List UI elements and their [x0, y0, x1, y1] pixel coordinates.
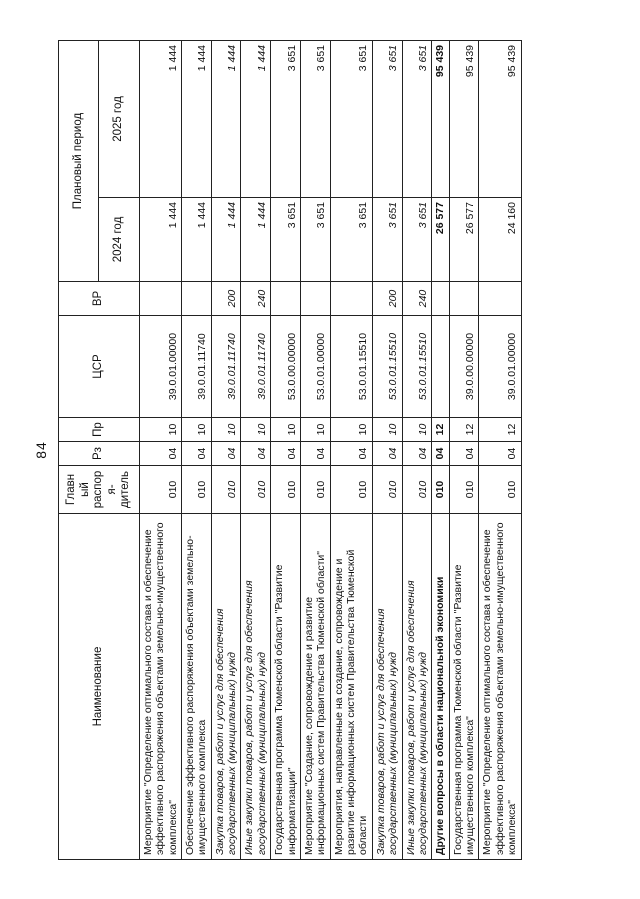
header-year2: 2025 год — [99, 40, 139, 197]
table-row — [300, 40, 330, 859]
table-row — [479, 40, 521, 859]
row-pr: 10 — [300, 418, 330, 442]
row-2024: 1 444 — [181, 198, 211, 282]
row-csr: 39.0.01.11740 — [181, 316, 211, 418]
row-vr: 240 — [241, 282, 271, 316]
row-name: Иные закупки товаров, работ и услуг для обеспечения государственных (муниципальных) нужд — [241, 514, 271, 860]
header-vr: ВР — [59, 282, 140, 316]
row-vr — [479, 282, 521, 316]
row-rz: 04 — [211, 442, 241, 466]
row-csr: 53.0.01.15510 — [372, 316, 402, 418]
row-csr: 53.0.01.15510 — [402, 316, 432, 418]
row-pr: 10 — [330, 418, 372, 442]
row-manager: 010 — [402, 466, 432, 514]
budget-table — [58, 40, 522, 860]
row-2024: 3 651 — [330, 198, 372, 282]
header-rz: Рз — [59, 442, 140, 466]
table-row — [432, 40, 449, 859]
row-2024: 1 444 — [139, 198, 181, 282]
row-vr: 240 — [402, 282, 432, 316]
row-2024: 3 651 — [402, 198, 432, 282]
row-pr: 12 — [432, 418, 449, 442]
row-vr — [181, 282, 211, 316]
row-rz: 04 — [479, 442, 521, 466]
row-name: Мероприятия, направленные на создание, сопровождение и развитие информационных систем Правительства Тюменской области — [330, 514, 372, 860]
row-manager: 010 — [432, 466, 449, 514]
table-row — [271, 40, 301, 859]
row-manager: 010 — [211, 466, 241, 514]
header-year1: 2024 год — [99, 198, 139, 282]
row-vr: 200 — [372, 282, 402, 316]
table-row — [449, 40, 479, 859]
header-manager-line2: распоря- — [92, 470, 118, 509]
row-name: Государственная программа Тюменской области "Развитие информатизации" — [271, 514, 301, 860]
row-2025: 1 444 — [139, 40, 181, 197]
table-body — [139, 40, 521, 859]
row-manager: 010 — [372, 466, 402, 514]
row-vr — [432, 282, 449, 316]
row-2025: 1 444 — [241, 40, 271, 197]
row-pr: 12 — [479, 418, 521, 442]
row-name: Другие вопросы в области национальной экономики — [432, 514, 449, 860]
row-manager: 010 — [449, 466, 479, 514]
row-rz: 04 — [372, 442, 402, 466]
table-row — [241, 40, 271, 859]
row-name: Обеспечение эффективного распоряжения объектами земельно-имущественного комплекса — [181, 514, 211, 860]
row-name: Мероприятие "Определение оптимального состава и обеспечение эффективного распоряжения объектами земельно-имущественного комплекса" — [139, 514, 181, 860]
row-vr — [330, 282, 372, 316]
row-2024: 26 577 — [449, 198, 479, 282]
header-csr: ЦСР — [59, 316, 140, 418]
row-name: Закупка товаров, работ и услуг для обеспечения государственных (муниципальных) нужд — [211, 514, 241, 860]
row-rz: 04 — [330, 442, 372, 466]
row-rz: 04 — [271, 442, 301, 466]
row-pr: 10 — [402, 418, 432, 442]
row-rz: 04 — [449, 442, 479, 466]
table-row — [181, 40, 211, 859]
row-manager: 010 — [271, 466, 301, 514]
row-rz: 04 — [139, 442, 181, 466]
row-2024: 1 444 — [241, 198, 271, 282]
row-csr: 53.0.01.00000 — [300, 316, 330, 418]
row-name: Мероприятие "Определение оптимального состава и обеспечение эффективного распоряжения объектами земельно-имущественного комплекса" — [479, 514, 521, 860]
table-row — [139, 40, 181, 859]
row-csr — [432, 316, 449, 418]
table-row — [211, 40, 241, 859]
row-csr: 53.0.01.15510 — [330, 316, 372, 418]
row-rz: 04 — [402, 442, 432, 466]
row-csr: 39.0.01.00000 — [479, 316, 521, 418]
row-2025: 3 651 — [300, 40, 330, 197]
header-manager-line3: дитель — [119, 471, 132, 508]
row-pr: 10 — [372, 418, 402, 442]
row-2025: 3 651 — [372, 40, 402, 197]
row-vr — [300, 282, 330, 316]
row-2025: 95 439 — [449, 40, 479, 197]
row-manager: 010 — [139, 466, 181, 514]
row-csr: 39.0.01.00000 — [139, 316, 181, 418]
header-pr: Пр — [59, 418, 140, 442]
row-2024: 26 577 — [432, 198, 449, 282]
row-2024: 1 444 — [211, 198, 241, 282]
row-2025: 95 439 — [479, 40, 521, 197]
row-2024: 3 651 — [300, 198, 330, 282]
row-vr: 200 — [211, 282, 241, 316]
row-name: Мероприятие "Создание, сопровождение и развитие информационных систем Правительства Тюменской области" — [300, 514, 330, 860]
row-2025: 3 651 — [271, 40, 301, 197]
row-name: Иные закупки товаров, работ и услуг для обеспечения государственных (муниципальных) нужд — [402, 514, 432, 860]
row-name: Государственная программа Тюменской области "Развитие имущественного комплекса" — [449, 514, 479, 860]
row-manager: 010 — [241, 466, 271, 514]
row-pr: 10 — [139, 418, 181, 442]
row-manager: 010 — [330, 466, 372, 514]
row-vr — [271, 282, 301, 316]
row-pr: 10 — [211, 418, 241, 442]
row-csr: 39.0.00.00000 — [449, 316, 479, 418]
row-name: Закупка товаров, работ и услуг для обеспечения государственных (муниципальных) нужд — [372, 514, 402, 860]
table-wrap — [58, 0, 640, 855]
row-pr: 12 — [449, 418, 479, 442]
table-row — [330, 40, 372, 859]
row-vr — [139, 282, 181, 316]
row-rz: 04 — [181, 442, 211, 466]
row-rz: 04 — [432, 442, 449, 466]
row-manager: 010 — [479, 466, 521, 514]
page-number: 84 — [32, 440, 49, 459]
row-2025: 3 651 — [330, 40, 372, 197]
header-name: Наименование — [59, 514, 140, 860]
row-manager: 010 — [300, 466, 330, 514]
row-csr: 39.0.01.11740 — [211, 316, 241, 418]
row-2025: 1 444 — [211, 40, 241, 197]
row-2024: 3 651 — [372, 198, 402, 282]
rotated-table-container — [58, 41, 618, 860]
row-2024: 24 160 — [479, 198, 521, 282]
row-pr: 10 — [241, 418, 271, 442]
row-rz: 04 — [241, 442, 271, 466]
header-manager — [59, 466, 140, 514]
row-2024: 3 651 — [271, 198, 301, 282]
header-planned-period: Плановый период — [59, 40, 99, 281]
row-2025: 3 651 — [402, 40, 432, 197]
row-manager: 010 — [181, 466, 211, 514]
row-pr: 10 — [181, 418, 211, 442]
row-rz: 04 — [300, 442, 330, 466]
header-manager-line1: Главный — [65, 473, 91, 506]
row-2025: 95 439 — [432, 40, 449, 197]
row-pr: 10 — [271, 418, 301, 442]
row-vr — [449, 282, 479, 316]
row-csr: 39.0.01.11740 — [241, 316, 271, 418]
table-row — [402, 40, 432, 859]
row-csr: 53.0.00.00000 — [271, 316, 301, 418]
row-2025: 1 444 — [181, 40, 211, 197]
table-row — [372, 40, 402, 859]
